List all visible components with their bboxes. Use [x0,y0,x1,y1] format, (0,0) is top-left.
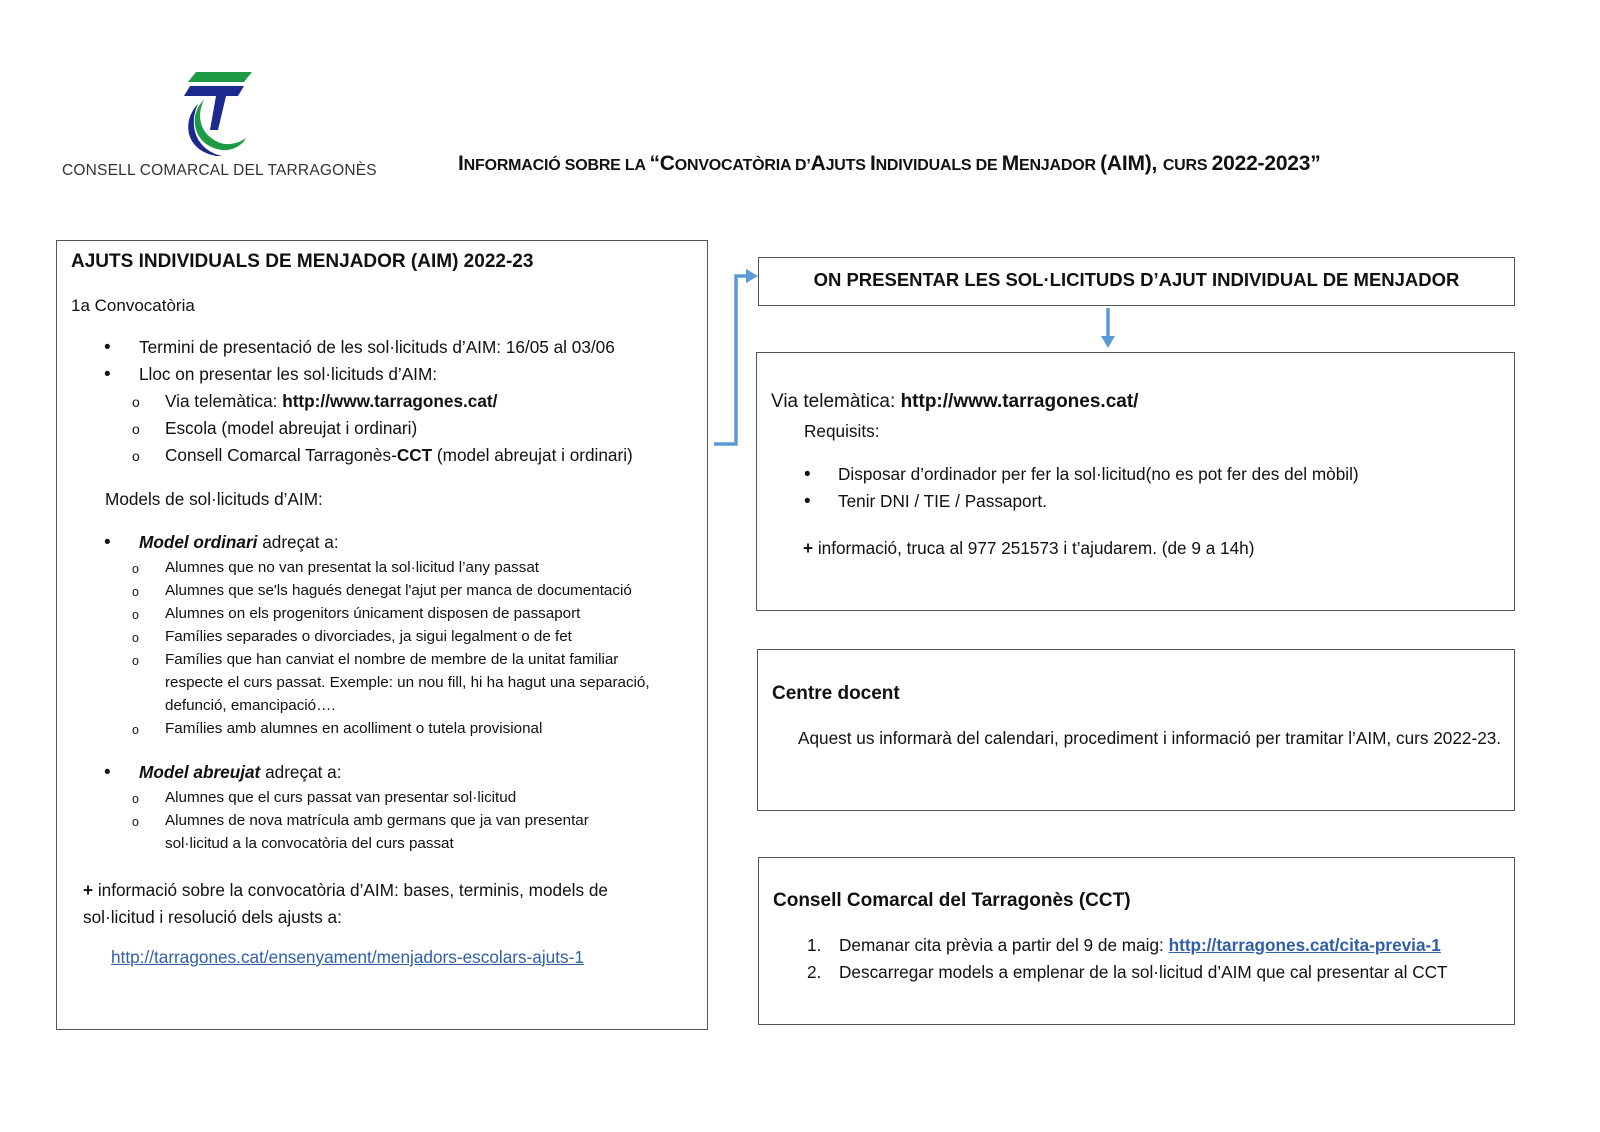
ordinari-item: o Famílies amb alumnes en acolliment o tutela provisional [57,717,697,740]
title-part: ONVOCATÒRIA D’ [674,157,811,174]
step-text: Descarregar models a emplenar de la sol·licitud d’AIM que cal presentar al CCT [839,962,1448,982]
requisit-item: • Disposar d’ordinador per fer la sol·licitud(no es pot fer des del mòbil) [757,461,1359,488]
centre-docent-title: Centre docent [772,683,900,704]
via-label: Via telemàtica: [165,391,283,411]
on-presentar-title: ON PRESENTAR LES SOL·LICITUDS D’AJUT INDIVIDUAL DE MENJADOR [813,269,1460,290]
step-number: 2. [807,962,822,982]
aim-box-title: AJUTS INDIVIDUALS DE MENJADOR (AIM) 2022-23 [71,251,534,272]
cct-box [758,857,1515,1025]
phone-info-text [803,538,1254,559]
cct-step [759,959,1448,986]
menjadors-ajuts-link[interactable]: http://tarragones.cat/ensenyament/menjadors-escolars-ajuts-1 [111,947,584,967]
requisits-label: Requisits: [804,421,880,441]
ordinari-item: o Alumnes on els progenitors únicament disposen de passaport [57,602,697,625]
via-telematica-line [771,391,1138,413]
title-part: I [458,152,464,175]
step-number: 1. [807,935,822,955]
termini-item [57,334,697,361]
logo-text: CONSELL COMARCAL DEL TARRAGONÈS [62,162,377,179]
lloc-escola [57,415,697,442]
document-title [458,152,1321,176]
title-part: NDIVIDUALS DE [875,157,1002,174]
cct-steps-list [759,932,1448,986]
title-part: CURS [1162,157,1212,174]
escola-text: Escola (model abreujat i ordinari) [165,418,418,438]
title-part: ENJADOR [1018,157,1101,174]
model-abreujat-heading [57,759,697,786]
requisits-list [757,461,1359,515]
ordinari-item: o Alumnes que no van presentat la sol·licitud l’any passat [57,556,697,579]
plus-icon: + [83,880,94,900]
lloc-text: Lloc on presentar les sol·licituds d’AIM: [139,364,438,384]
title-part: NFORMACIÓ SOBRE LA [463,157,650,174]
model-abreujat-suffix: adreçat a: [260,762,342,782]
convocatoria-list [57,334,697,469]
model-ordinari-label: Model ordinari [139,532,258,552]
model-ordinari-suffix: adreçat a: [257,532,339,552]
requisit-item: • Tenir DNI / TIE / Passaport. [757,488,1359,515]
via-label: Via telemàtica: [771,391,901,412]
termini-text: Termini de presentació de les sol·licituds d’AIM: 16/05 al 03/06 [139,337,615,357]
abreujat-item: o Alumnes que el curs passat van presentar sol·licitud [57,786,697,809]
tarragones-url[interactable]: http://www.tarragones.cat/ [900,391,1139,412]
cct-suffix: (model abreujat i ordinari) [432,445,633,465]
consell-comarcal-logo [60,68,390,188]
cita-previa-link[interactable]: http://tarragones.cat/cita-previa-1 [1168,935,1441,955]
title-part: “C [649,152,675,175]
on-presentar-header-box [758,257,1515,306]
cct-step [759,932,1448,959]
connector-arrow-icon [712,266,762,448]
models-heading: Models de sol·licituds d’AIM: [105,489,323,509]
cct-bold: CCT [396,445,433,465]
more-info-text [83,877,683,931]
abreujat-item: o Alumnes de nova matrícula amb germans que ja van presentar sol·licitud a la convocatòria del curs passat [57,809,697,855]
cct-title: Consell Comarcal del Tarragonès (CCT) [773,890,1131,911]
lloc-via-telematica [57,388,697,415]
down-arrow-icon [1100,308,1116,350]
ordinari-item: o Famílies separades o divorciades, ja sigui legalment o de fet [57,625,697,648]
model-abreujat-list [57,759,697,855]
tarragones-logo-icon [182,70,254,156]
model-abreujat-label: Model abreujat [139,762,261,782]
aim-info-box [56,240,708,1030]
more-info-body: informació sobre la convocatòria d’AIM: bases, terminis, models de sol·licitud i resolució dels ajusts a: [83,880,608,927]
ordinari-item: o Alumnes que se'ls hagués denegat l'ajut per manca de documentació [57,579,697,602]
ordinari-item: o Famílies que han canviat el nombre de membre de la unitat familiar respecte el curs passat. Exemple: un nou fill, hi ha hagut una separació, defunció, emancipació…. [57,648,697,717]
centre-docent-text: Aquest us informarà del calendari, procediment i informació per tramitar l’AIM, curs 2022-23. [798,728,1502,748]
model-ordinari-heading [57,529,697,556]
via-url[interactable]: http://www.tarragones.cat/ [282,391,498,411]
step-text: Demanar cita prèvia a partir del 9 de maig: [839,935,1169,955]
title-part: I [869,152,876,175]
model-ordinari-list [57,529,697,740]
title-part: M [1001,152,1019,175]
title-part: 2022-2023” [1211,152,1321,175]
phone-info-body: informació, truca al 977 251573 i t’ajudarem. (de 9 a 14h) [813,538,1255,558]
centre-docent-box [757,649,1515,811]
title-part: JUTS [825,157,870,174]
plus-icon: + [803,538,814,558]
convocatoria-label: 1a Convocatòria [71,296,195,315]
title-part: (AIM), [1100,152,1163,175]
lloc-cct [57,442,697,469]
cct-prefix: Consell Comarcal Tarragonès- [165,445,397,465]
via-telematica-box [756,352,1515,611]
lloc-item [57,361,697,388]
title-part: A [810,152,826,175]
